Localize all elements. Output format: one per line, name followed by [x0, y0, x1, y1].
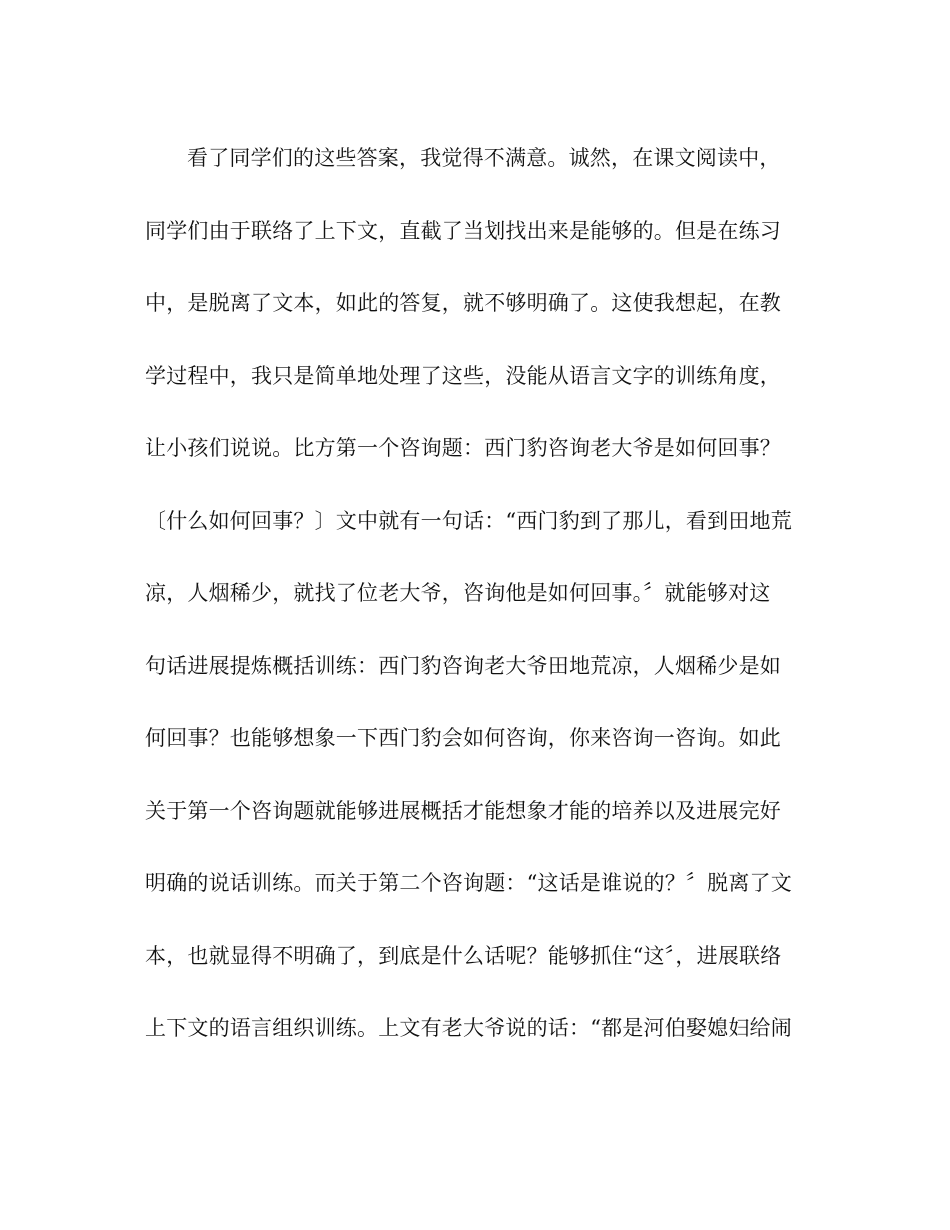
text-line-2: 同学们由于联络了上下文，直截了当划找出来是能够的。但是在练习	[145, 219, 781, 243]
text-line-13: 上下文的语言组织训练。上文有老大爷说的话：“都是河伯娶媳妇给闹	[145, 1016, 792, 1040]
text-line-7: 凉，人烟稀少，就找了位老大爷，咨询他是如何回事。〞就能够对这	[145, 581, 771, 605]
text-line-10: 关于第一个咨询题就能够进展概括才能想象才能的培养以及进展完好	[145, 799, 781, 823]
text-line-9: 何回事？也能够想象一下西门豹会如何咨询，你来咨询一咨询。如此	[145, 726, 781, 750]
text-line-11: 明确的说话训练。而关于第二个咨询题：“这话是谁说的？〞脱离了文	[145, 871, 792, 895]
text-line-5: 让小孩们说说。比方第一个咨询题：西门豹咨询老大爷是如何回事？	[145, 436, 781, 460]
text-line-12: 本，也就显得不明确了，到底是什么话呢？能够抓住“这〞，进展联络	[145, 944, 782, 968]
text-line-3: 中，是脱离了文本，如此的答复，就不够明确了。这使我想起，在教	[145, 291, 781, 315]
text-line-1: 看了同学们的这些答案，我觉得不满意。诚然，在课文阅读中，	[187, 146, 781, 170]
text-line-8: 句话进展提炼概括训练：西门豹咨询老大爷田地荒凉，人烟稀少是如	[145, 654, 781, 678]
text-line-6: 〔什么如何回事？〕文中就有一句话：“西门豹到了那儿，看到田地荒	[145, 509, 792, 533]
text-line-4: 学过程中，我只是简单地处理了这些，没能从语言文字的训练角度，	[145, 364, 781, 388]
